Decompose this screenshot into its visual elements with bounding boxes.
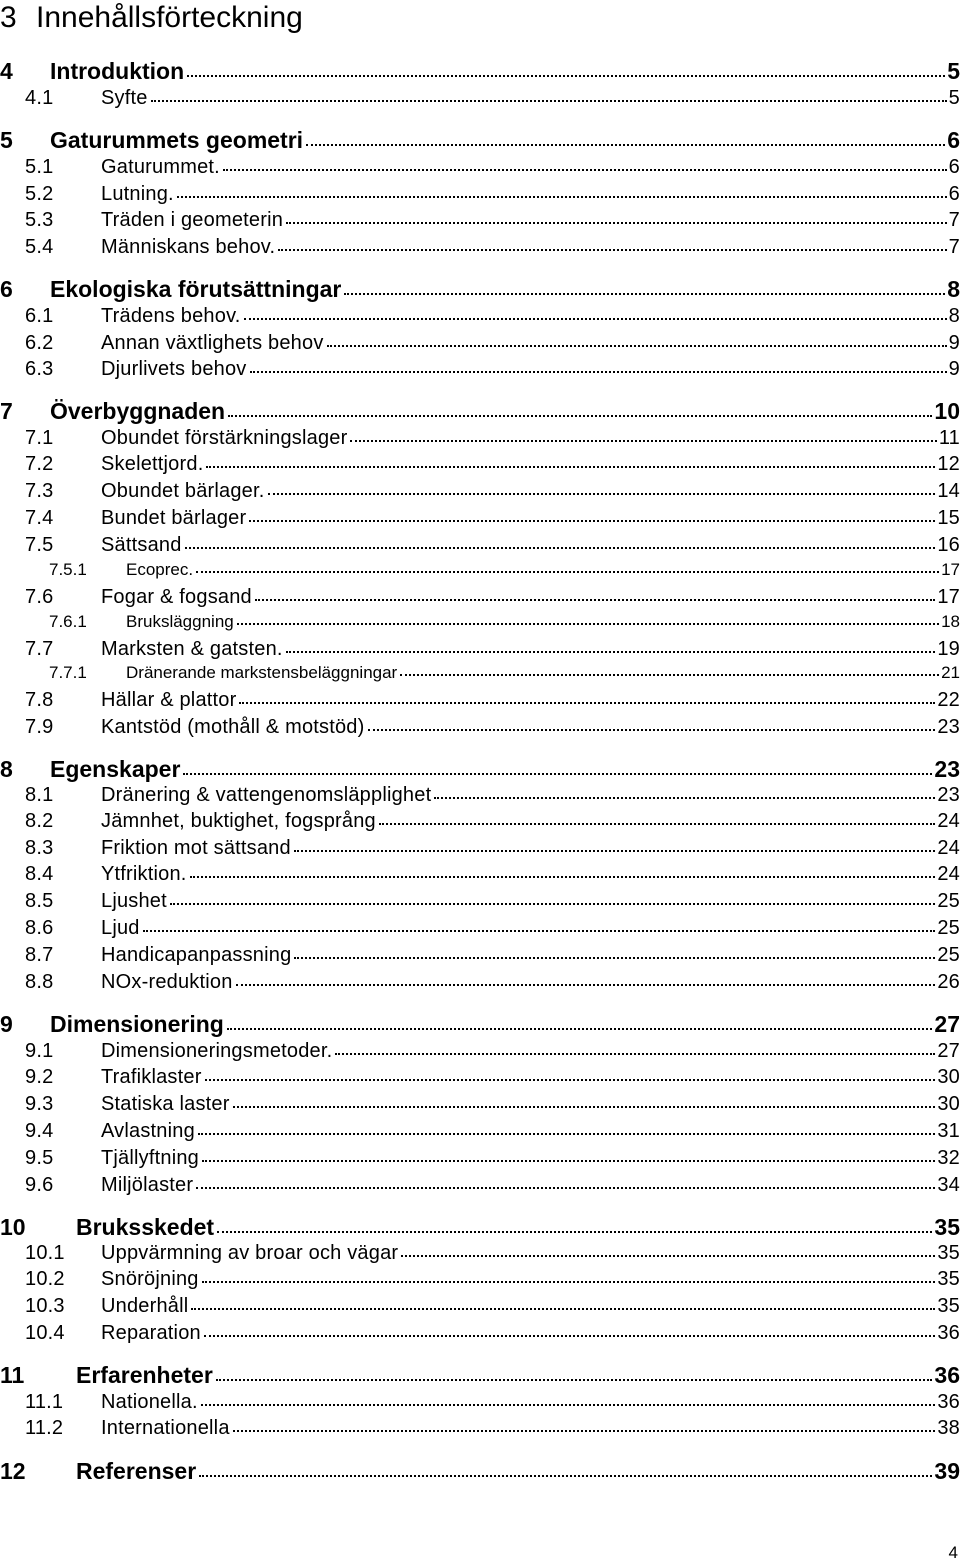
toc-entry[interactable] — [0, 87, 960, 113]
toc-leader-dots — [237, 623, 939, 625]
toc-entry-number: 9.5 — [25, 1147, 54, 1169]
toc-leader-dots — [400, 674, 939, 676]
toc-entry-page: 6 — [948, 183, 960, 205]
toc-entry-number: 8.8 — [25, 971, 54, 993]
toc-leader-dots — [233, 1430, 936, 1432]
toc-entry-number: 5.1 — [25, 156, 54, 178]
toc-entry-title: Reparation — [101, 1322, 201, 1344]
toc-entry-title: Jämnhet, buktighet, fogsprång — [101, 810, 376, 832]
toc-entry-number: 8 — [0, 756, 13, 782]
toc-entry[interactable] — [0, 1093, 960, 1119]
toc-entry-page: 24 — [937, 837, 960, 859]
toc-entry-page: 23 — [934, 756, 960, 782]
toc-entry-page: 7 — [948, 209, 960, 231]
toc-entry-title: Bruksskedet — [76, 1214, 215, 1240]
toc-entry-number: 10 — [0, 1214, 26, 1240]
toc-leader-dots — [294, 850, 936, 852]
toc-entry[interactable] — [0, 1040, 960, 1066]
toc-entry-page: 25 — [937, 917, 960, 939]
toc-entry[interactable] — [0, 1417, 960, 1443]
toc-leader-dots — [379, 823, 935, 825]
heading-text: Innehållsförteckning — [36, 1, 303, 34]
toc-entry-title: Erfarenheter — [76, 1362, 213, 1388]
toc-entry-page: 30 — [937, 1093, 960, 1115]
toc-entry-number: 4 — [0, 58, 13, 84]
toc-entry-title: Trafiklaster — [101, 1066, 202, 1088]
toc-leader-dots — [185, 547, 936, 549]
toc-entry-number: 10.2 — [25, 1268, 65, 1290]
toc-entry-page: 34 — [937, 1174, 960, 1196]
toc-entry-title: Djurlivets behov — [101, 358, 247, 380]
toc-entry-number: 8.7 — [25, 944, 54, 966]
toc-entry-page: 8 — [948, 305, 960, 327]
toc-entry-number: 5.4 — [25, 236, 54, 258]
toc-entry-page: 23 — [937, 716, 960, 738]
toc-entry[interactable] — [0, 689, 960, 715]
toc-entry-title: Obundet förstärkningslager — [101, 427, 348, 449]
toc-entry[interactable] — [0, 784, 960, 810]
toc-entry-page: 39 — [934, 1458, 960, 1484]
toc-entry-number: 8.4 — [25, 863, 54, 885]
toc-entry-title: Tjällyftning — [101, 1147, 199, 1169]
toc-entry-page: 17 — [941, 560, 960, 579]
toc-leader-dots — [202, 1281, 936, 1283]
toc-entry-page: 27 — [934, 1011, 960, 1037]
toc-leader-dots — [233, 1106, 936, 1108]
toc-leader-dots — [183, 773, 932, 775]
toc-entry-page: 24 — [937, 863, 960, 885]
toc-entry[interactable] — [0, 612, 960, 638]
toc-entry-number: 8.2 — [25, 810, 54, 832]
toc-entry-title: Syfte — [101, 87, 148, 109]
toc-entry-number: 7.7.1 — [49, 663, 87, 682]
toc-entry-title: Människans behov. — [101, 236, 276, 258]
toc-entry-page: 11 — [938, 427, 960, 449]
toc-entry[interactable] — [0, 863, 960, 889]
toc-leader-dots — [268, 493, 936, 495]
toc-leader-dots — [255, 599, 935, 601]
toc-entry-number: 10.3 — [25, 1295, 65, 1317]
toc-entry[interactable] — [0, 1362, 960, 1388]
toc-entry[interactable] — [0, 716, 960, 742]
toc-leader-dots — [191, 1308, 935, 1310]
toc-entry[interactable] — [0, 58, 960, 84]
toc-entry-title: Ljushet — [101, 890, 167, 912]
toc-entry-page: 10 — [934, 398, 960, 424]
toc-entry-page: 35 — [934, 1214, 960, 1240]
toc-entry-title: Bruksläggning — [126, 612, 234, 631]
toc-entry-number: 7 — [0, 398, 13, 424]
toc-entry[interactable] — [0, 944, 960, 970]
toc-entry-number: 8.1 — [25, 784, 54, 806]
toc-entry-title: Gaturummet. — [101, 156, 220, 178]
toc-entry-number: 9.2 — [25, 1066, 54, 1088]
toc-entry[interactable] — [0, 332, 960, 358]
toc-entry[interactable] — [0, 398, 960, 424]
toc-entry-title: Dimensioneringsmetoder. — [101, 1040, 333, 1062]
toc-entry-page: 26 — [937, 971, 960, 993]
toc-entry-title: Sättsand — [101, 534, 182, 556]
toc-entry-title: Obundet bärlager. — [101, 480, 265, 502]
toc-entry-page: 16 — [937, 534, 960, 556]
toc-entry-title: Avlastning — [101, 1120, 195, 1142]
toc-entry[interactable] — [0, 1391, 960, 1417]
toc-entry-title: Friktion mot sättsand — [101, 837, 291, 859]
toc-entry-page: 30 — [937, 1066, 960, 1088]
toc-entry-title: Skelettjord. — [101, 453, 204, 475]
toc-entry-title: Handicapanpassning — [101, 944, 292, 966]
toc-leader-dots — [187, 75, 945, 77]
toc-leader-dots — [227, 1028, 933, 1030]
toc-entry-page: 35 — [937, 1242, 960, 1264]
toc-entry-page: 9 — [948, 358, 960, 380]
toc-entry-title: Marksten & gatsten. — [101, 638, 283, 660]
toc-entry-number: 7.5 — [25, 534, 54, 556]
toc-entry-number: 10.1 — [25, 1242, 65, 1264]
toc-entry[interactable] — [0, 1268, 960, 1294]
toc-entry[interactable] — [0, 638, 960, 664]
toc-entry[interactable] — [0, 1174, 960, 1200]
toc-entry[interactable] — [0, 1147, 960, 1173]
toc-entry-number: 6.3 — [25, 358, 54, 380]
toc-leader-dots — [228, 415, 932, 417]
toc-entry-number: 5.3 — [25, 209, 54, 231]
toc-entry-title: Uppvärmning av broar och vägar — [101, 1242, 399, 1264]
toc-entry-title: Annan växtlighets behov — [101, 332, 324, 354]
toc-entry-number: 8.5 — [25, 890, 54, 912]
toc-entry[interactable] — [0, 1066, 960, 1092]
page-title — [0, 0, 303, 36]
toc-entry-page: 6 — [948, 156, 960, 178]
toc-entry-number: 7.5.1 — [49, 560, 87, 579]
toc-entry-page: 7 — [948, 236, 960, 258]
toc-entry-page: 38 — [937, 1417, 960, 1439]
toc-leader-dots — [244, 318, 947, 320]
toc-entry-page: 21 — [941, 663, 960, 682]
toc-entry[interactable] — [0, 453, 960, 479]
toc-entry[interactable] — [0, 480, 960, 506]
toc-entry-title: Dränerande markstensbeläggningar — [126, 663, 398, 682]
toc-entry-number: 8.3 — [25, 837, 54, 859]
toc-entry-title: Ljud — [101, 917, 140, 939]
toc-leader-dots — [196, 1187, 935, 1189]
toc-entry-page: 25 — [937, 944, 960, 966]
toc-entry-page: 35 — [937, 1268, 960, 1290]
toc-entry-title: Trädens behov. — [101, 305, 241, 327]
toc-entry-number: 7.1 — [25, 427, 54, 449]
toc-leader-dots — [249, 520, 935, 522]
toc-entry-page: 36 — [934, 1362, 960, 1388]
toc-entry[interactable] — [0, 276, 960, 302]
toc-entry[interactable] — [0, 560, 960, 586]
toc-entry-title: NOx-reduktion — [101, 971, 233, 993]
toc-entry-title: Dränering & vattengenomsläpplighet — [101, 784, 432, 806]
toc-leader-dots — [286, 222, 947, 224]
toc-entry-title: Bundet bärlager — [101, 507, 247, 529]
toc-entry[interactable] — [0, 890, 960, 916]
toc-entry-title: Ytfriktion. — [101, 863, 187, 885]
toc-entry-page: 9 — [948, 332, 960, 354]
toc-entry[interactable] — [0, 156, 960, 182]
toc-entry[interactable] — [0, 1214, 960, 1240]
toc-leader-dots — [143, 930, 936, 932]
toc-leader-dots — [217, 1231, 932, 1233]
toc-entry-number: 8.6 — [25, 917, 54, 939]
toc-leader-dots — [205, 1079, 936, 1081]
toc-entry-title: Träden i geometerin — [101, 209, 284, 231]
toc-leader-dots — [190, 876, 936, 878]
toc-entry[interactable] — [0, 507, 960, 533]
toc-leader-dots — [199, 1475, 932, 1477]
toc-entry-page: 23 — [937, 784, 960, 806]
toc-entry-page: 36 — [937, 1391, 960, 1413]
toc-entry[interactable] — [0, 427, 960, 453]
toc-entry[interactable] — [0, 305, 960, 331]
toc-entry[interactable] — [0, 837, 960, 863]
heading-number: 3 — [0, 1, 17, 34]
toc-entry-number: 4.1 — [25, 87, 54, 109]
toc-entry[interactable] — [0, 127, 960, 153]
toc-leader-dots — [368, 729, 936, 731]
toc-leader-dots — [206, 466, 935, 468]
toc-entry-title: Dimensionering — [50, 1011, 224, 1037]
toc-entry-number: 9.1 — [25, 1040, 54, 1062]
toc-leader-dots — [327, 345, 947, 347]
toc-leader-dots — [335, 1053, 935, 1055]
toc-entry[interactable] — [0, 209, 960, 235]
toc-leader-dots — [202, 1160, 935, 1162]
toc-entry-page: 31 — [937, 1120, 960, 1142]
toc-entry-number: 9.4 — [25, 1120, 54, 1142]
toc-entry-number: 7.9 — [25, 716, 54, 738]
toc-entry-page: 8 — [947, 276, 960, 302]
toc-entry[interactable] — [0, 810, 960, 836]
toc-entry[interactable] — [0, 663, 960, 689]
toc-entry[interactable] — [0, 1120, 960, 1146]
toc-entry-number: 9.6 — [25, 1174, 54, 1196]
toc-entry-page: 5 — [948, 87, 960, 109]
toc-entry-number: 5 — [0, 127, 13, 153]
toc-entry-title: Lutning. — [101, 183, 174, 205]
toc-leader-dots — [201, 1404, 936, 1406]
toc-entry[interactable] — [0, 1242, 960, 1268]
toc-entry[interactable] — [0, 1011, 960, 1037]
toc-entry-number: 6.1 — [25, 305, 54, 327]
toc-entry-page: 35 — [937, 1295, 960, 1317]
toc-entry-title: Nationella. — [101, 1391, 198, 1413]
toc-leader-dots — [239, 702, 935, 704]
toc-entry[interactable] — [0, 971, 960, 997]
toc-entry-number: 7.4 — [25, 507, 54, 529]
toc-entry-title: Snöröjning — [101, 1268, 199, 1290]
toc-entry-page: 6 — [947, 127, 960, 153]
page-number: 4 — [948, 1543, 958, 1562]
toc-entry-number: 7.6 — [25, 586, 54, 608]
toc-entry[interactable] — [0, 1322, 960, 1348]
toc-entry-title: Internationella — [101, 1417, 230, 1439]
toc-entry[interactable] — [0, 586, 960, 612]
toc-entry[interactable] — [0, 1295, 960, 1321]
toc-entry[interactable] — [0, 358, 960, 384]
toc-entry-number: 6 — [0, 276, 13, 302]
toc-entry-page: 17 — [937, 586, 960, 608]
toc-entry-title: Ekologiska förutsättningar — [50, 276, 342, 302]
toc-entry-number: 11 — [0, 1362, 25, 1388]
toc-entry-title: Statiska laster — [101, 1093, 230, 1115]
toc-entry-number: 7.3 — [25, 480, 54, 502]
toc-entry-title: Ecoprec. — [126, 560, 194, 579]
toc-entry[interactable] — [0, 917, 960, 943]
toc-entry-title: Introduktion — [50, 58, 185, 84]
toc-entry-number: 7.2 — [25, 453, 54, 475]
toc-entry[interactable] — [0, 756, 960, 782]
toc-leader-dots — [344, 293, 945, 295]
toc-leader-dots — [236, 984, 936, 986]
toc-leader-dots — [177, 196, 947, 198]
toc-entry-title: Egenskaper — [50, 756, 181, 782]
toc-entry-title: Referenser — [76, 1458, 197, 1484]
toc-entry-title: Underhåll — [101, 1295, 189, 1317]
toc-leader-dots — [198, 1133, 935, 1135]
toc-entry-number: 7.8 — [25, 689, 54, 711]
toc-entry-page: 19 — [937, 638, 960, 660]
toc-entry-title: Överbyggnaden — [50, 398, 226, 424]
toc-entry-page: 24 — [937, 810, 960, 832]
toc-entry-number: 9.3 — [25, 1093, 54, 1115]
toc-entry-number: 5.2 — [25, 183, 54, 205]
toc-entry-number: 11.1 — [25, 1391, 64, 1413]
toc-leader-dots — [286, 651, 936, 653]
toc-entry-page: 15 — [937, 507, 960, 529]
toc-entry-number: 7.7 — [25, 638, 54, 660]
toc-entry-page: 32 — [937, 1147, 960, 1169]
toc-leader-dots — [223, 169, 947, 171]
toc-entry-title: Hällar & plattor — [101, 689, 237, 711]
toc-leader-dots — [196, 571, 939, 573]
toc-entry-page: 12 — [937, 453, 960, 475]
toc-leader-dots — [250, 371, 947, 373]
toc-entry-number: 11.2 — [25, 1417, 64, 1439]
toc-leader-dots — [294, 957, 935, 959]
toc-entry-number: 9 — [0, 1011, 13, 1037]
toc-leader-dots — [151, 100, 947, 102]
toc-leader-dots — [278, 249, 946, 251]
toc-entry-page: 18 — [941, 612, 960, 631]
toc-entry-page: 36 — [937, 1322, 960, 1344]
toc-leader-dots — [170, 903, 935, 905]
toc-entry-number: 6.2 — [25, 332, 54, 354]
toc-entry-number: 12 — [0, 1458, 26, 1484]
toc-entry[interactable] — [0, 236, 960, 262]
toc-leader-dots — [306, 144, 945, 146]
toc-entry-page: 27 — [937, 1040, 960, 1062]
toc-entry-title: Fogar & fogsand — [101, 586, 252, 608]
toc-entry-number: 7.6.1 — [49, 612, 87, 631]
toc-entry-page: 5 — [947, 58, 960, 84]
toc-entry-page: 25 — [937, 890, 960, 912]
toc-leader-dots — [204, 1335, 936, 1337]
toc-leader-dots — [434, 797, 935, 799]
toc-entry-page: 14 — [937, 480, 960, 502]
toc-leader-dots — [350, 440, 936, 442]
toc-leader-dots — [401, 1255, 935, 1257]
toc-entry[interactable] — [0, 183, 960, 209]
toc-entry[interactable] — [0, 534, 960, 560]
toc-leader-dots — [216, 1379, 933, 1381]
toc-entry-title: Kantstöd (mothåll & motstöd) — [101, 716, 365, 738]
toc-entry-page: 22 — [937, 689, 960, 711]
toc-entry[interactable] — [0, 1458, 960, 1484]
toc-entry-title: Miljölaster — [101, 1174, 194, 1196]
toc-entry-title: Gaturummets geometri — [50, 127, 304, 153]
toc-entry-number: 10.4 — [25, 1322, 65, 1344]
